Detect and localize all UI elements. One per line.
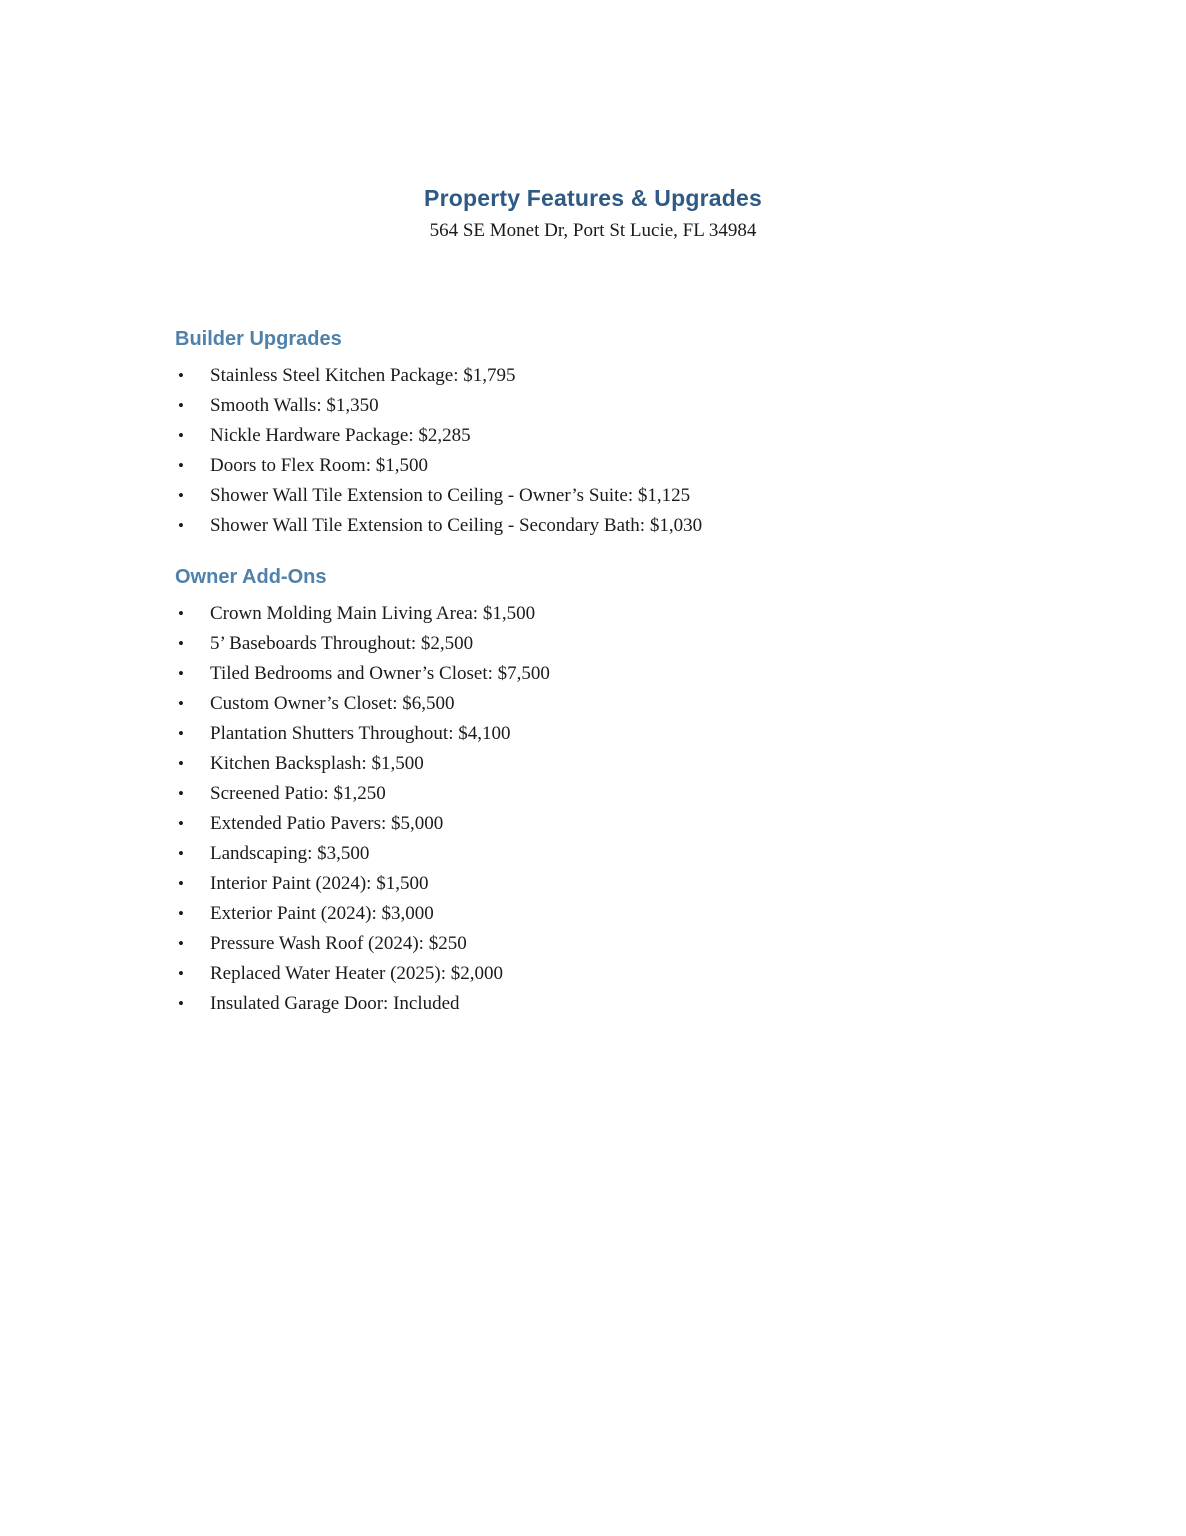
bullet-icon: • xyxy=(178,844,184,863)
section-heading: Owner Add-Ons xyxy=(175,566,327,588)
bullet-icon: • xyxy=(178,874,184,893)
bullet-icon: • xyxy=(178,366,184,385)
list-item xyxy=(175,899,1066,929)
list-item-text: Stainless Steel Kitchen Package: $1,795 xyxy=(210,365,516,386)
bullet-icon: • xyxy=(178,486,184,505)
list-item xyxy=(175,959,1066,989)
bullet-icon: • xyxy=(178,664,184,683)
list-item xyxy=(175,421,1066,451)
list-item-text: Doors to Flex Room: $1,500 xyxy=(210,455,428,476)
bullet-icon: • xyxy=(178,694,184,713)
list-item-text: Extended Patio Pavers: $5,000 xyxy=(210,813,444,834)
bullet-icon: • xyxy=(178,724,184,743)
list-item-text: Shower Wall Tile Extension to Ceiling - Owner’s Suite: $1,125 xyxy=(210,485,691,506)
list-item xyxy=(175,361,1066,391)
list-item-text: Screened Patio: $1,250 xyxy=(210,783,386,804)
list-item-text: Plantation Shutters Throughout: $4,100 xyxy=(210,723,511,744)
list-item xyxy=(175,481,1066,511)
feature-list xyxy=(175,361,1066,541)
list-item-text: Replaced Water Heater (2025): $2,000 xyxy=(210,963,504,984)
list-item xyxy=(175,869,1066,899)
list-item xyxy=(175,451,1066,481)
list-item xyxy=(175,511,1066,541)
list-item xyxy=(175,689,1066,719)
list-item-text: Shower Wall Tile Extension to Ceiling - Secondary Bath: $1,030 xyxy=(210,515,703,536)
list-item-text: Crown Molding Main Living Area: $1,500 xyxy=(210,603,536,624)
list-item-text: Tiled Bedrooms and Owner’s Closet: $7,500 xyxy=(210,663,550,684)
list-item xyxy=(175,839,1066,869)
list-item xyxy=(175,629,1066,659)
bullet-icon: • xyxy=(178,904,184,923)
list-item-text: Pressure Wash Roof (2024): $250 xyxy=(210,933,467,954)
bullet-icon: • xyxy=(178,516,184,535)
document-subtitle: 564 SE Monet Dr, Port St Lucie, FL 34984 xyxy=(429,220,757,241)
list-item-text: Custom Owner’s Closet: $6,500 xyxy=(210,693,455,714)
list-item-text: Exterior Paint (2024): $3,000 xyxy=(210,903,434,924)
list-item-text: Kitchen Backsplash: $1,500 xyxy=(210,753,424,774)
list-item-text: Nickle Hardware Package: $2,285 xyxy=(210,425,471,446)
list-item xyxy=(175,599,1066,629)
list-item xyxy=(175,659,1066,689)
bullet-icon: • xyxy=(178,784,184,803)
feature-list xyxy=(175,599,1066,1019)
bullet-icon: • xyxy=(178,634,184,653)
bullet-icon: • xyxy=(178,754,184,773)
bullet-icon: • xyxy=(178,814,184,833)
bullet-icon: • xyxy=(178,426,184,445)
list-item xyxy=(175,779,1066,809)
list-item-text: Landscaping: $3,500 xyxy=(210,843,370,864)
bullet-icon: • xyxy=(178,456,184,475)
list-item-text: 5’ Baseboards Throughout: $2,500 xyxy=(210,633,474,654)
sections-container xyxy=(175,325,1066,1019)
section-heading: Builder Upgrades xyxy=(175,328,342,350)
list-item-text: Insulated Garage Door: Included xyxy=(210,993,460,1014)
bullet-icon: • xyxy=(178,994,184,1013)
bullet-icon: • xyxy=(178,964,184,983)
list-item xyxy=(175,391,1066,421)
list-item xyxy=(175,989,1066,1019)
bullet-icon: • xyxy=(178,604,184,623)
list-item xyxy=(175,809,1066,839)
list-item xyxy=(175,719,1066,749)
list-item xyxy=(175,749,1066,779)
list-item xyxy=(175,929,1066,959)
bullet-icon: • xyxy=(178,396,184,415)
bullet-icon: • xyxy=(178,934,184,953)
list-item-text: Interior Paint (2024): $1,500 xyxy=(210,873,429,894)
document-title: Property Features & Upgrades xyxy=(424,185,762,211)
list-item-text: Smooth Walls: $1,350 xyxy=(210,395,379,416)
